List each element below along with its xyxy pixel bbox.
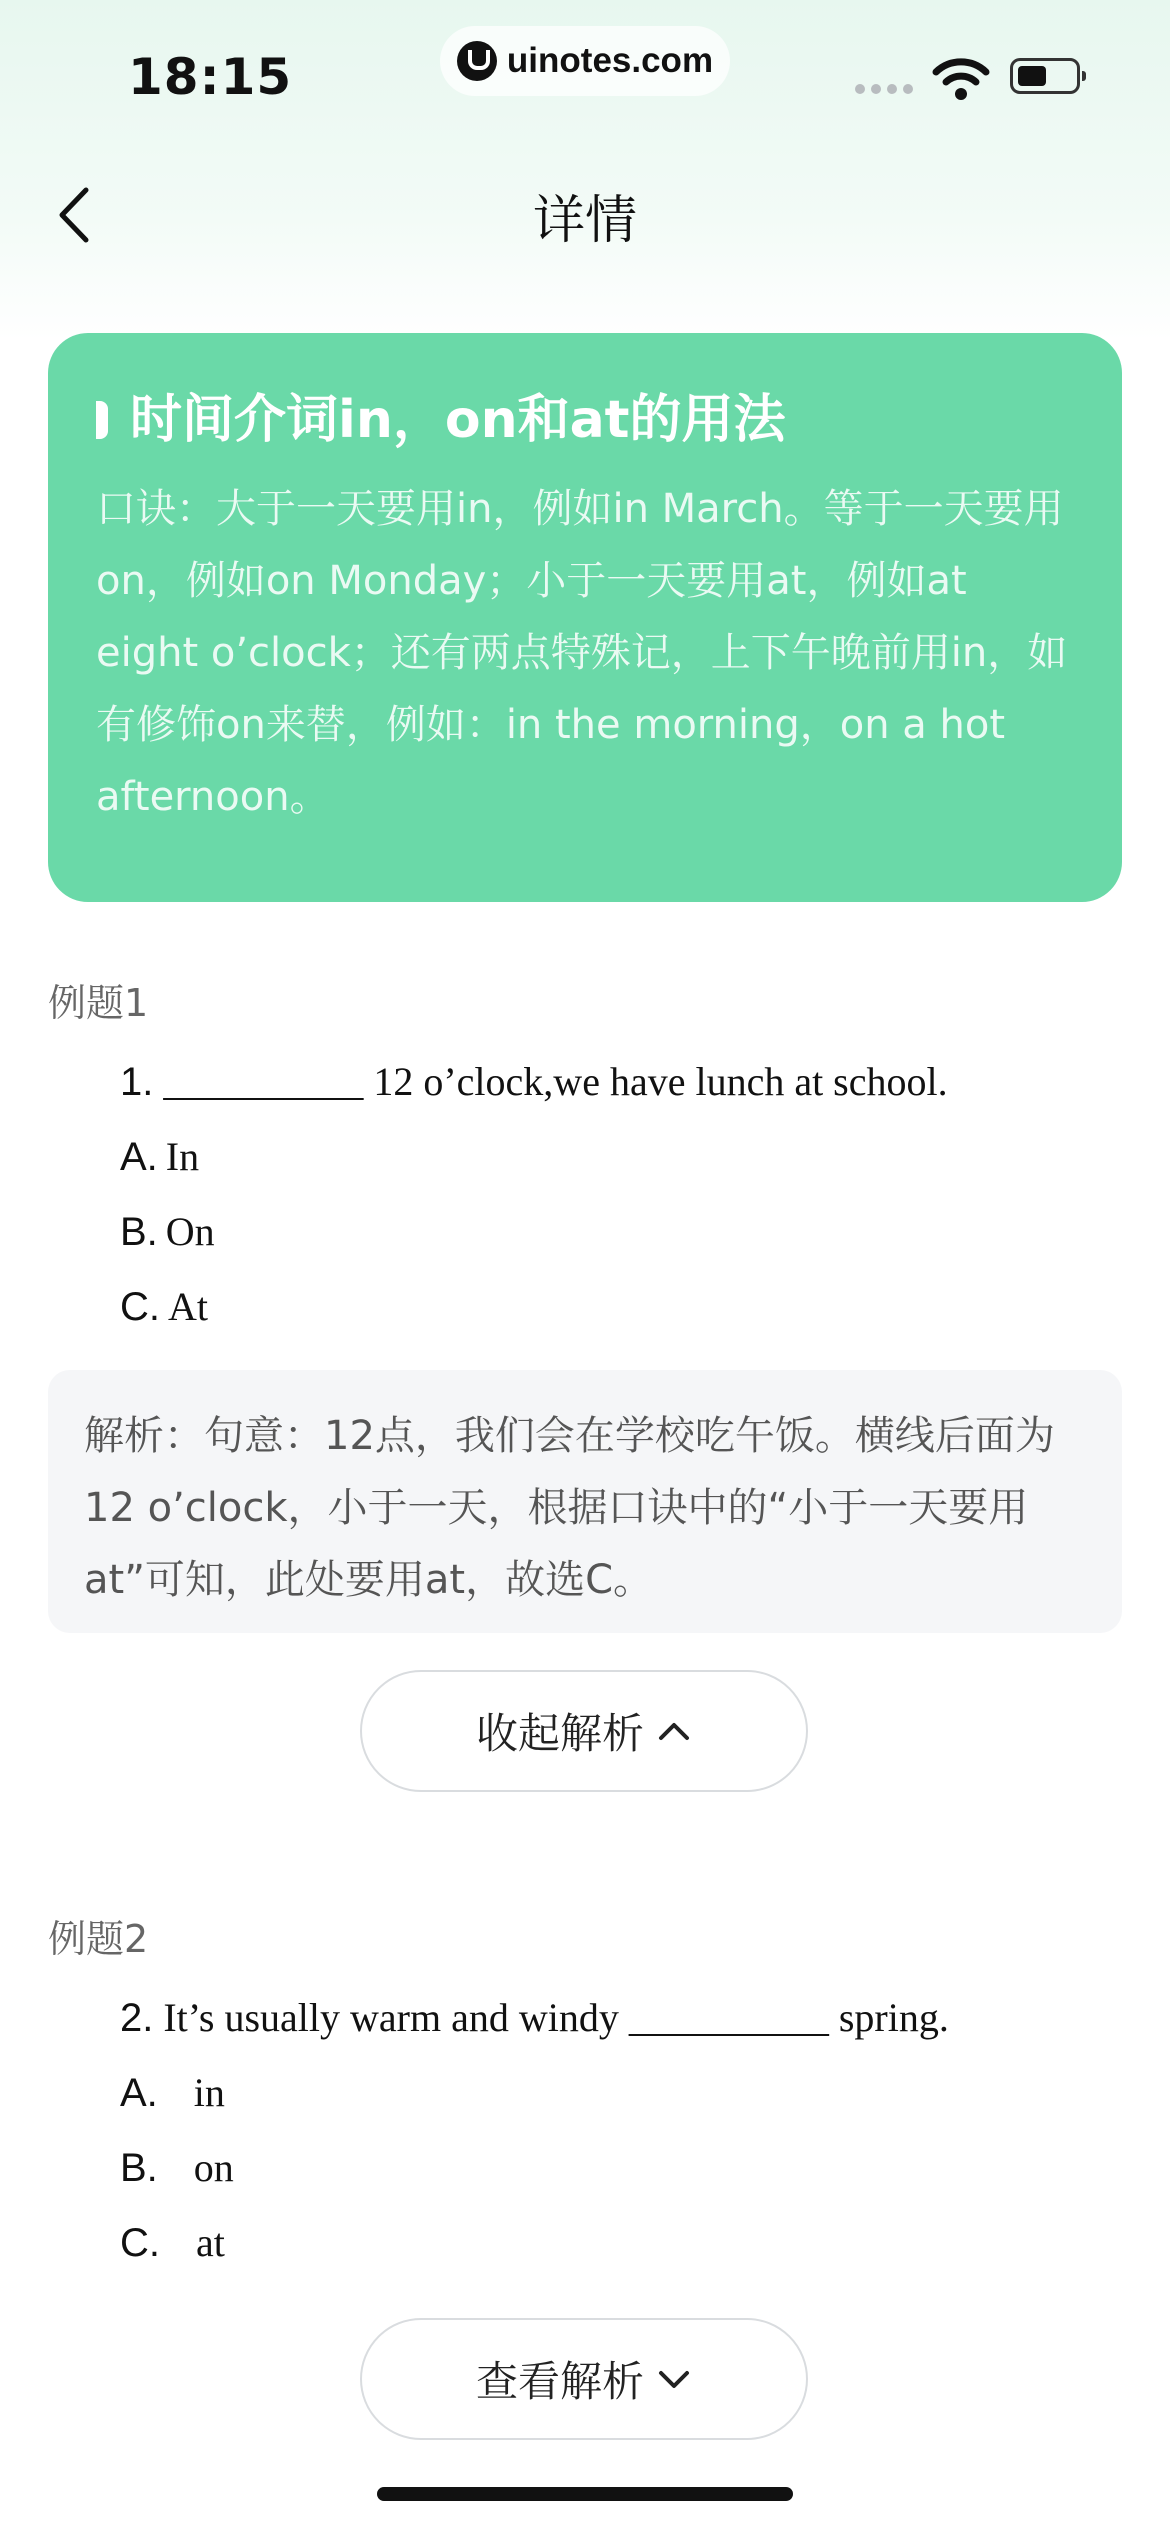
question-stem: __________ 12 o’clock,we have lunch at school. — [163, 1059, 948, 1104]
url-text: uinotes.com — [506, 41, 714, 80]
option-letter: B. — [120, 2146, 158, 2190]
option-text: In — [165, 1134, 200, 1179]
battery-icon — [1010, 58, 1080, 94]
status-time: 18:15 — [128, 48, 293, 106]
option-text: in — [193, 2070, 225, 2115]
home-indicator — [377, 2487, 793, 2501]
option-letter: B. — [120, 1210, 158, 1254]
option-c[interactable] — [120, 1283, 208, 1330]
view-analysis-button[interactable] — [360, 2318, 808, 2440]
analysis-box: 解析：句意：12点，我们会在学校吃午饭。横线后面为12 o’clock，小于一天，根据口诀中的“小于一天要用at”可知，此处要用at，故选C。 — [48, 1370, 1122, 1633]
option-text: on — [193, 2145, 234, 2190]
question-text — [120, 1994, 949, 2041]
card-title — [96, 385, 1074, 455]
nav-bar — [0, 160, 1170, 270]
question-number: 2. — [120, 1996, 154, 2040]
option-letter: A. — [120, 2071, 158, 2115]
collapse-analysis-button[interactable] — [360, 1670, 808, 1792]
option-text: At — [168, 1284, 208, 1329]
summary-card — [48, 333, 1122, 902]
option-letter: C. — [120, 1285, 160, 1329]
wifi-icon — [932, 56, 990, 100]
option-a[interactable] — [120, 1133, 199, 1180]
card-body: 口诀：大于一天要用in，例如in March。等于一天要用on，例如on Monday；小于一天要用at，例如at eight o’clock；还有两点特殊记，上下午晚前用in，如有修饰on来替，例如：in the morning，on a hot afternoon。 — [96, 486, 1068, 820]
button-label: 收起解析 — [475, 1709, 644, 1758]
button-label: 查看解析 — [475, 2357, 644, 2406]
option-text: On — [165, 1209, 215, 1254]
question-number: 1. — [120, 1060, 154, 1104]
option-letter: A. — [120, 1135, 158, 1179]
question-text — [120, 1058, 948, 1105]
option-b[interactable] — [120, 2144, 234, 2191]
option-text: at — [196, 2220, 225, 2265]
url-pill[interactable] — [440, 26, 730, 96]
title-accent-bar — [96, 401, 108, 439]
site-logo-icon — [457, 41, 497, 81]
option-letter: C. — [120, 2221, 160, 2265]
option-b[interactable] — [120, 1208, 215, 1255]
option-a[interactable] — [120, 2069, 225, 2116]
status-bar — [0, 0, 1170, 150]
question-stem: It’s usually warm and windy __________ spring. — [163, 1995, 949, 2040]
chevron-down-icon — [656, 2364, 692, 2394]
example-label: 例题2 — [48, 1917, 149, 1961]
option-c[interactable] — [120, 2219, 225, 2266]
page-title: 详情 — [532, 191, 637, 251]
cellular-signal-icon — [855, 84, 913, 94]
example-label: 例题1 — [48, 981, 149, 1025]
chevron-up-icon — [656, 1716, 692, 1746]
card-title-text: 时间介词in，on和at的用法 — [130, 390, 786, 450]
